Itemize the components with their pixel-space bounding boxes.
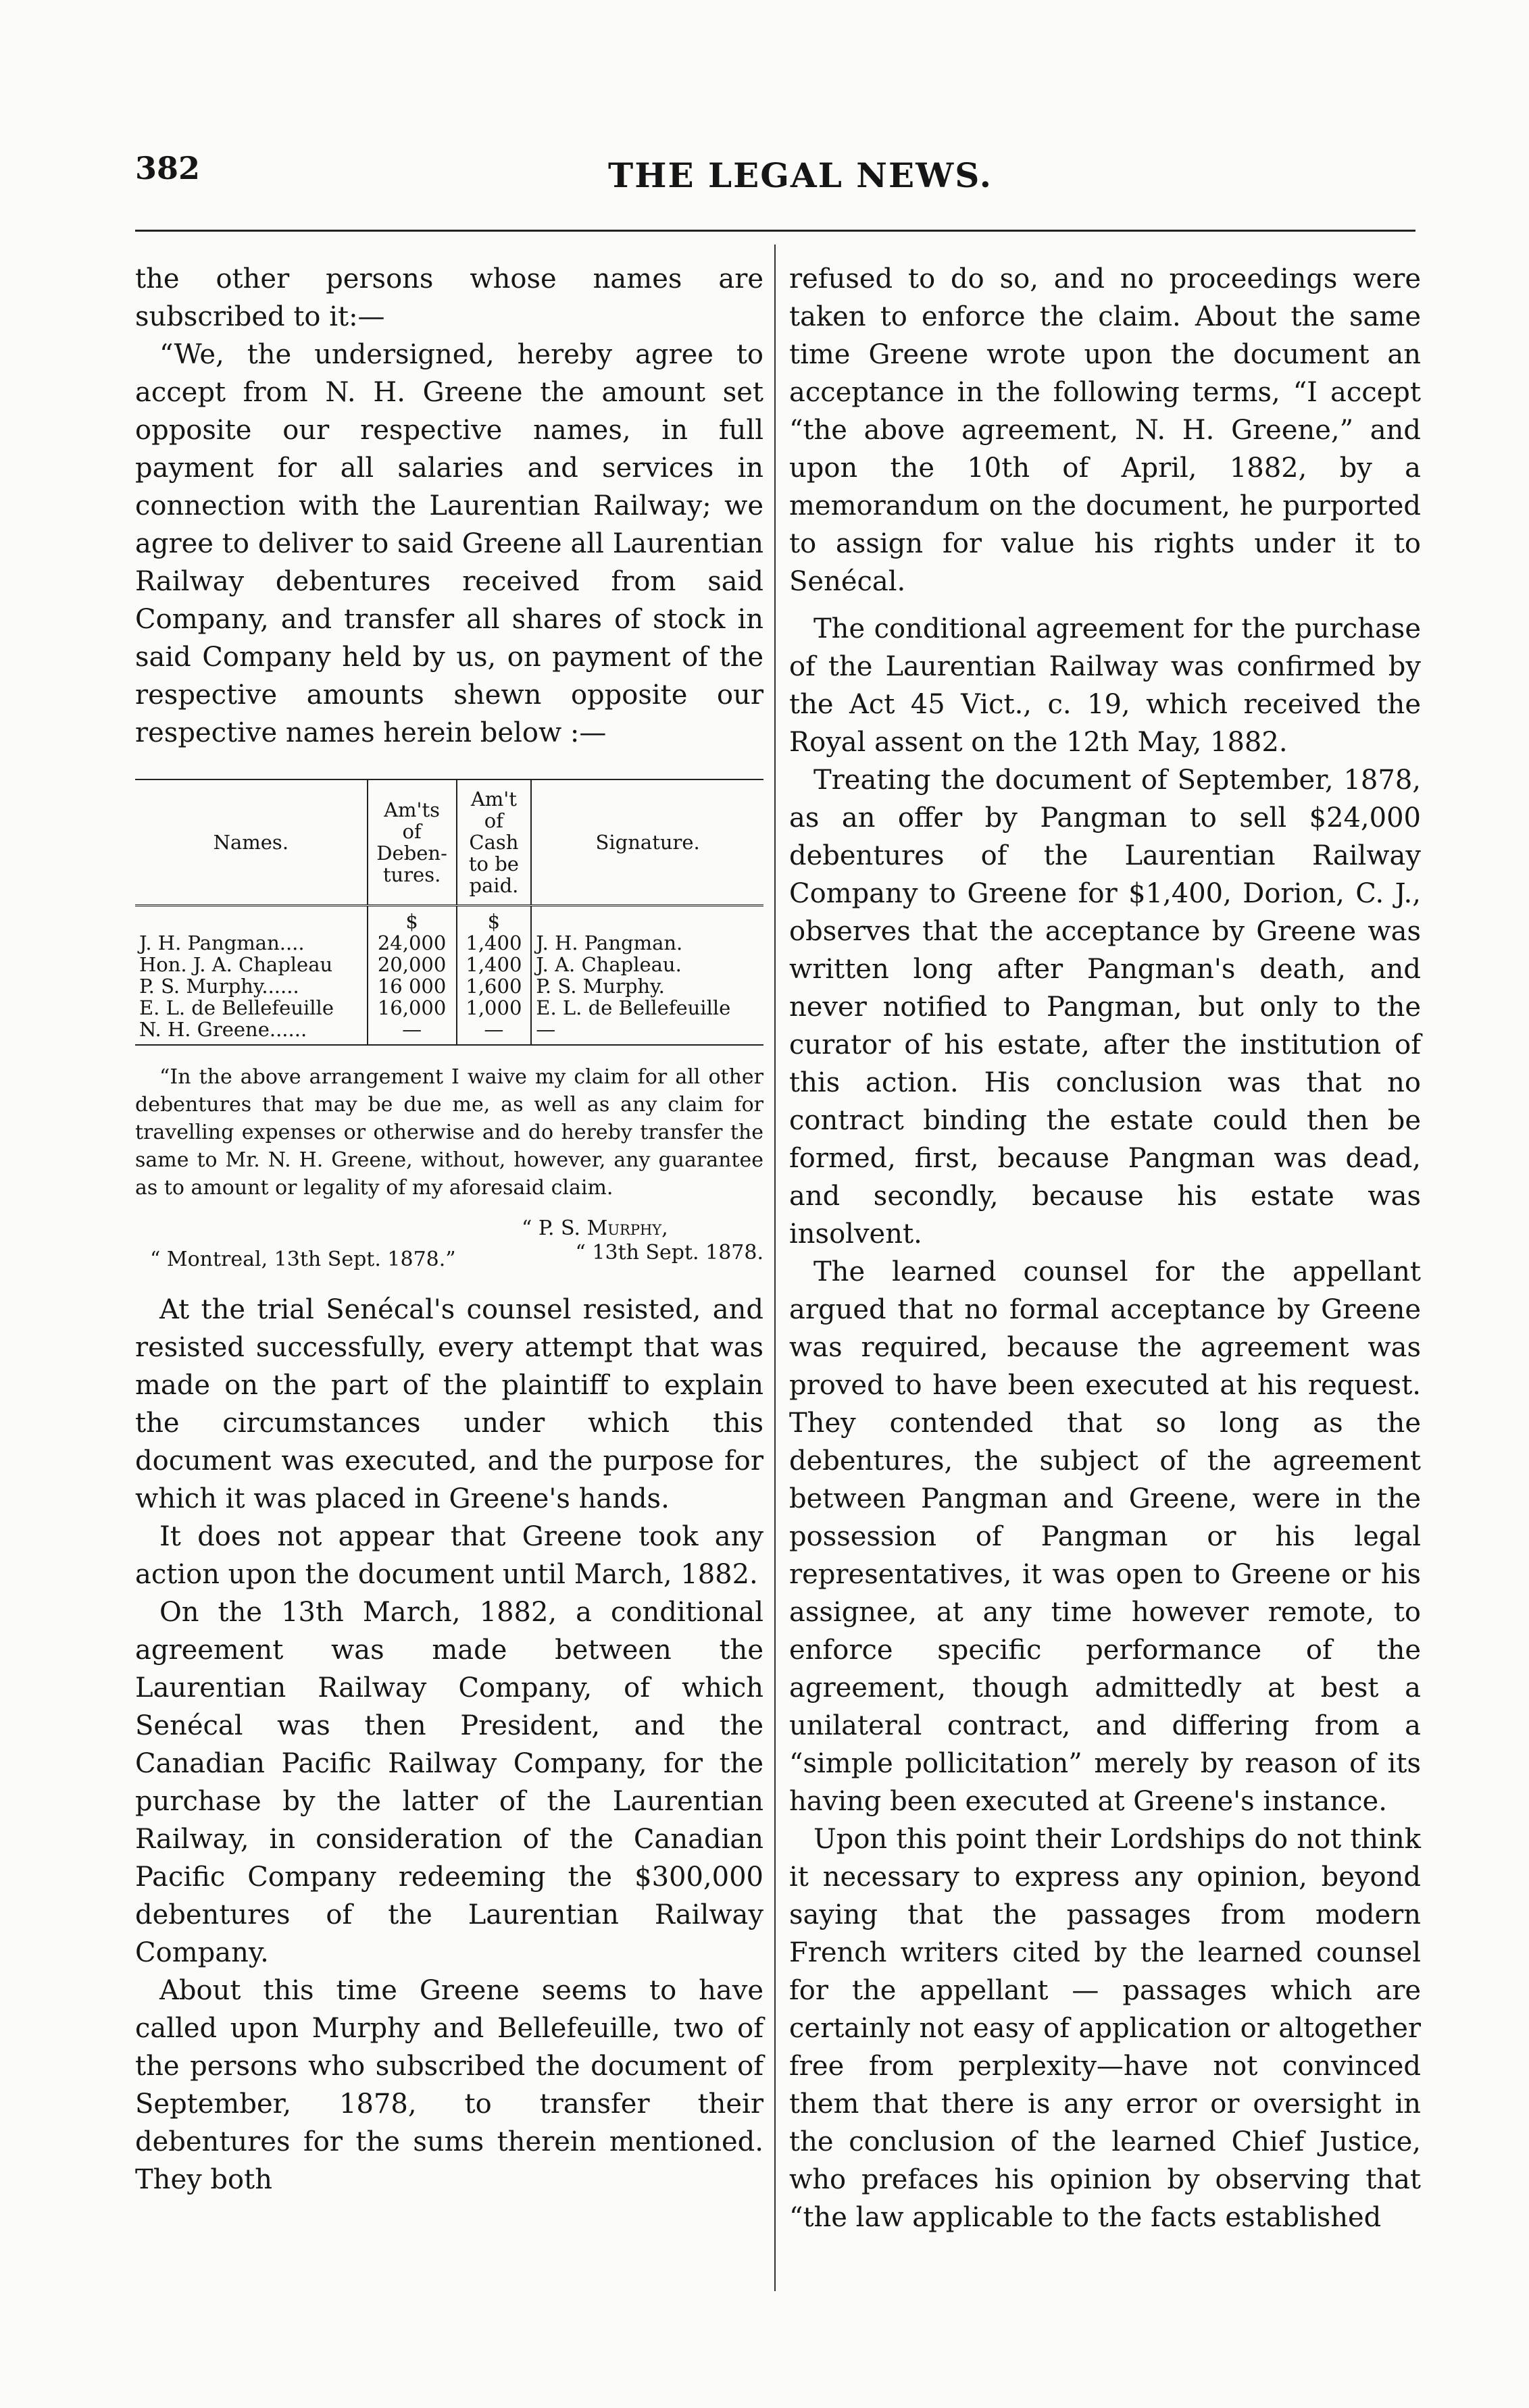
signature-cell: J. H. Pangman. J. A. Chapleau. P. S. Murphy. E. L. de Bellefeuille — — [531, 906, 763, 1046]
left-column — [135, 260, 763, 2199]
agreement-text: “We, the undersigned, hereby agree to accept from N. H. Greene the amount set opposite our respective names, in full payment for all salaries and services in connection with the Laurentian Railway; we agree to deliver to said Greene all Laurentian Railway debentures received from said Company, and transfer all shares of stock in said Company held by us, on payment of the respective amounts shewn opposite our respective names herein below :— — [135, 339, 763, 748]
names-cell: J. H. Pangman.... Hon. J. A. Chapleau P. S. Murphy...... E. L. de Bellefeuille N. H. Greene...... — [135, 906, 368, 1046]
right-column — [789, 260, 1421, 2236]
debentures-header: Am'ts of Deben- tures. — [368, 779, 457, 906]
paragraph: The conditional agreement for the purchase of the Laurentian Railway was confirmed by the Act 45 Vict., c. 19, which received the Royal assent on the 12th May, 1882. — [789, 613, 1421, 758]
cash-header: Am't of Cash to be paid. — [457, 779, 532, 906]
paragraph: Upon this point their Lordships do not think it necessary to express any opinion, beyond saying that the passages from modern French writers cited by the learned counsel for the appellant — passages which are certainly not easy of application or altogether free from perplexity—have not convinced them that there is any error or oversight in the conclusion of the learned Chief Justice, who prefaces his opinion by observing that “the law applicable to the facts established — [789, 1824, 1421, 2233]
signature-header: Signature. — [531, 779, 763, 906]
header-rule — [135, 230, 1415, 232]
signature-block — [135, 1216, 763, 1281]
paragraph: On the 13th March, 1882, a conditional agreement was made between the Laurentian Railway Company, of which Senécal was then President, and the Canadian Pacific Railway Company, for the purchase by the latter of the Laurentian Railway, in consideration of the Canadian Pacific Company redeeming the $300,000 debentures of the Laurentian Railway Company. — [135, 1597, 763, 1968]
paragraph: refused to do so, and no proceedings were taken to enforce the claim. About the same time Greene wrote upon the document an acceptance in the following terms, “I accept “the above agreement, N. H. Greene,” and upon the 10th of April, 1882, by a memorandum on the document, he purported to assign for value his rights under it to Senécal. — [789, 263, 1421, 597]
debentures-cell: $ 24,000 20,000 16 000 16,000 — — [368, 906, 457, 1046]
column-divider — [774, 245, 776, 2291]
names-header: Names. — [135, 779, 368, 906]
sign-date: “ 13th Sept. 1878. — [575, 1241, 763, 1264]
paragraph: It does not appear that Greene took any action upon the document until March, 1882. — [135, 1521, 763, 1590]
table-row — [135, 906, 763, 1046]
page-number: 382 — [135, 150, 201, 186]
subscription-table — [135, 779, 763, 1046]
cash-cell: $ 1,400 1,400 1,600 1,000 — — [457, 906, 532, 1046]
paragraph: At the trial Senécal's counsel resisted, and resisted successfully, every attempt that was made on the part of the plaintiff to explain the circumstances under which this document was executed, and the purpose for which it was placed in Greene's hands. — [135, 1294, 763, 1514]
paragraph: the other persons whose names are subscribed to it:— — [135, 263, 763, 332]
paragraph: About this time Greene seems to have called upon Murphy and Bellefeuille, two of the persons who subscribed the document of September, 1878, to transfer their debentures for the sums therein mentioned. They both — [135, 1975, 763, 2195]
paragraph: The learned counsel for the appellant argued that no formal acceptance by Greene was required, because the agreement was proved to have been executed at his request. They contended that so long as the debentures, the subject of the agreement between Pangman and Greene, were in the possession of Pangman or his legal representatives, it was open to Greene or his assignee, at any time however remote, to enforce specific performance of the agreement, though admittedly at best a unilateral contract, and differing from a “simple pollicitation” merely by reason of its having been executed at Greene's instance. — [789, 1256, 1421, 1817]
sign-place: “ Montreal, 13th Sept. 1878.” — [150, 1248, 456, 1271]
paragraph: Treating the document of September, 1878, as an offer by Pangman to sell $24,000 debentures of the Laurentian Railway Company to Greene for $1,400, Dorion, C. J., observes that the acceptance by Greene was written long after Pangman's death, and never notified to Pangman, but only to the curator of his estate, after the institution of this action. His conclusion was that no contract binding the estate could then be formed, first, because Pangman was dead, and secondly, because his estate was insolvent. — [789, 765, 1421, 1250]
signer-name: “ P. S. Murphy, — [522, 1216, 668, 1240]
waiver-text: “In the above arrangement I waive my claim for all other debentures that may be due me, as well as any claim for travelling expenses or otherwise and do hereby transfer the same to Mr. N. H. Greene, without, however, any guarantee as to amount or legality of my aforesaid claim. — [135, 1065, 763, 1200]
running-title: THE LEGAL NEWS. — [608, 155, 993, 195]
